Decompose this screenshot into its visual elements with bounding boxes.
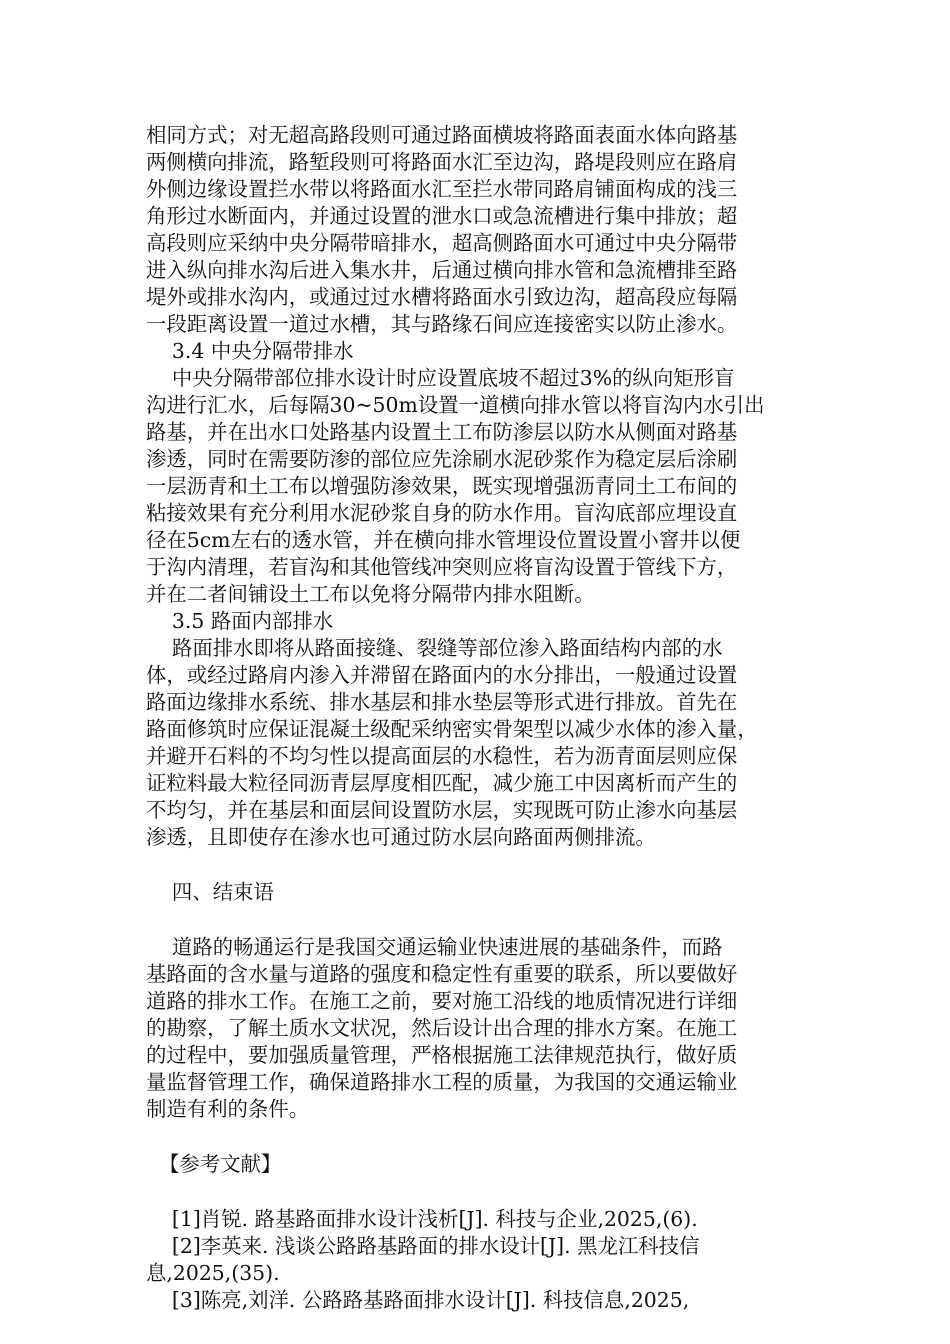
references-heading: 【参考文献】 [146,1152,282,1176]
text-line: 一层沥青和土工布以增强防渗效果，既实现增强沥青同土工布间的 [146,474,738,498]
text-line: 粘接效果有充分利用水泥砂浆自身的防水作用。盲沟底部应埋设直 [146,501,738,525]
text-line: 沟进行汇水，后每隔30~50m设置一道横向排水管以将盲沟内水引出 [146,393,765,417]
reference-item: 息,2025,(35). [146,1261,280,1285]
text-line: 量监督管理工作，确保道路排水工程的质量，为我国的交通运输业 [146,1070,738,1094]
text-line: 渗透，且即使存在渗水也可通过防水层向路面两侧排流。 [146,825,656,849]
text-line: 堤外或排水沟内，或通过过水槽将路面水引致边沟，超高段应每隔 [146,285,738,309]
text-line: 两侧横向排流，路堑段则可将路面水汇至边沟，路堤段则应在路肩 [146,150,738,174]
text-line: 外侧边缘设置拦水带以将路面水汇至拦水带同路肩铺面构成的浅三 [146,177,738,201]
text-line: 路面排水即将从路面接缝、裂缝等部位渗入路面结构内部的水 [146,636,723,660]
text-line: 体，或经过路肩内渗入并滞留在路面内的水分排出，一般通过设置 [146,663,738,687]
text-line: 角形过水断面内，并通过设置的泄水口或急流槽进行集中排放；超 [146,204,738,228]
text-line: 的过程中，要加强质量管理，严格根据施工法律规范执行，做好质 [146,1043,738,1067]
section-heading: 3.4 中央分隔带排水 [146,339,354,363]
text-line: 高段则应采纳中央分隔带暗排水，超高侧路面水可通过中央分隔带 [146,231,738,255]
section-heading: 四、结束语 [146,880,274,904]
text-line: 不均匀，并在基层和面层间设置防水层，实现既可防止渗水向基层 [146,798,738,822]
text-line: 路基，并在出水口处路基内设置土工布防渗层以防水从侧面对路基 [146,420,738,444]
text-line: 相同方式；对无超高路段则可通过路面横坡将路面表面水体向路基 [146,123,738,147]
text-line: 进入纵向排水沟后进入集水井，后通过横向排水管和急流槽排至路 [146,258,738,282]
text-line: 路面边缘排水系统、排水基层和排水垫层等形式进行排放。首先在 [146,690,738,714]
text-line: 于沟内清理，若盲沟和其他管线冲突则应将盲沟设置于管线下方， [146,555,738,579]
section-heading: 3.5 路面内部排水 [146,609,334,633]
text-line: 路面修筑时应保证混凝土级配采纳密实骨架型以减少水体的渗入量， [146,717,758,741]
text-line: 证粒料最大粒径同沥青层厚度相匹配，减少施工中因离析而产生的 [146,771,738,795]
reference-item: [1]肖锐. 路基路面排水设计浅析[J]. 科技与企业,2025,(6). [146,1207,698,1231]
text-line: 道路的排水工作。在施工之前，要对施工沿线的地质情况进行详细 [146,989,738,1013]
text-line: 道路的畅通运行是我国交通运输业快速进展的基础条件，而路 [146,935,723,959]
reference-item: [2]李英来. 浅谈公路路基路面的排水设计[J]. 黑龙江科技信 [146,1234,700,1258]
text-line: 一段距离设置一道过水槽，其与路缘石间应连接密实以防止渗水。 [146,312,738,336]
text-line: 的勘察，了解土质水文状况，然后设计出合理的排水方案。在施工 [146,1016,738,1040]
text-line: 中央分隔带部位排水设计时应设置底坡不超过3%的纵向矩形盲 [146,366,735,390]
text-line: 并在二者间铺设土工布以免将分隔带内排水阻断。 [146,582,595,606]
text-line: 渗透，同时在需要防渗的部位应先涂刷水泥砂浆作为稳定层后涂刷 [146,447,738,471]
text-line: 制造有利的条件。 [146,1097,310,1121]
reference-item: [3]陈亮,刘洋. 公路路基路面排水设计[J]. 科技信息,2025, [146,1288,690,1312]
text-line: 径在5cm左右的透水管，并在横向排水管埋设位置设置小窨井以便 [146,528,741,552]
text-line: 基路面的含水量与道路的强度和稳定性有重要的联系，所以要做好 [146,962,738,986]
text-line: 并避开石料的不均匀性以提高面层的水稳性，若为沥青面层则应保 [146,744,738,768]
